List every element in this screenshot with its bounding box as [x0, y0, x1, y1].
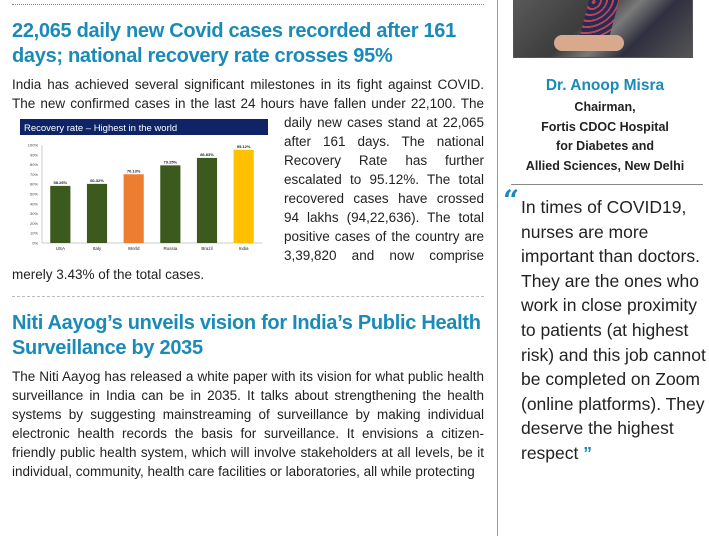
bar-value-label: 79.25% — [163, 159, 178, 165]
doctor-quote — [521, 195, 707, 466]
article1-headline: 22,065 daily new Covid cases recorded after 161 days; national recovery rate crosses 95% — [12, 20, 456, 67]
quote-text: In times of COVID19, nurses are more important than doctors. They are the ones who work in close proximity to patients (at highest risk) and this job cannot be completed on Zoom (online platforms). They deserve the highest respect — [521, 197, 706, 463]
sidebar-divider — [511, 184, 703, 185]
y-tick-label: 100% — [27, 142, 38, 148]
x-tick-label: World — [127, 246, 140, 251]
article1-body-text: India has achieved several significant milestones in its fight against COVID. The new confirmed cases in the last 24 hours have fallen under 22,100. The daily new cases stand at 22,065 after 161 days. The national Recovery Rate has further escalated to 95.12%. The total recovered cases have crossed 94 lakhs (94,22,636). The total positive cases of the country are 3,39,820 and now comprise merely 3.43% of the total cases. — [12, 77, 484, 282]
article-separator — [12, 296, 484, 297]
article2-headline: Niti Aayog’s unveils vision for India’s Public Health Surveillance by 2035 — [12, 312, 481, 359]
role-line: Fortis CDOC Hospital — [541, 119, 669, 134]
bar-value-label: 60.32% — [90, 177, 104, 183]
sidebar — [503, 76, 707, 466]
column-divider — [497, 0, 498, 536]
open-quote-icon: “ — [503, 184, 520, 217]
quote-block — [503, 184, 707, 466]
role-line: Allied Sciences, New Delhi — [525, 158, 685, 173]
x-tick-label: USA — [55, 246, 65, 251]
doctor-photo — [513, 0, 693, 58]
bar-usa — [50, 186, 70, 243]
x-tick-label: India — [238, 246, 249, 251]
recovery-rate-chart — [12, 115, 274, 261]
x-tick-label: Italy — [92, 246, 102, 251]
y-tick-label: 70% — [29, 171, 38, 177]
y-tick-label: 30% — [29, 211, 38, 217]
bar-value-label: 58.26% — [53, 179, 68, 185]
y-tick-label: 50% — [29, 191, 38, 197]
doctor-name: Dr. Anoop Misra — [545, 77, 665, 94]
article1-body — [12, 75, 484, 284]
bar-russia — [160, 165, 180, 243]
bar-value-label: 86.83% — [200, 151, 214, 157]
y-tick-label: 40% — [29, 201, 38, 207]
bar-brazil — [197, 158, 217, 243]
y-tick-label: 20% — [29, 220, 38, 226]
bar-value-label: 95.12% — [236, 143, 251, 149]
chart-title: Recovery rate – Highest in the world — [24, 123, 178, 134]
bar-world — [124, 174, 144, 243]
main-column — [12, 4, 484, 481]
hand — [554, 35, 624, 51]
bar-value-label: 70.13% — [126, 168, 141, 174]
y-tick-label: 0% — [32, 240, 38, 246]
doctor-role — [503, 98, 707, 176]
role-line: for Diabetes and — [556, 139, 654, 153]
y-tick-label: 80% — [29, 162, 38, 168]
y-tick-label: 90% — [29, 152, 38, 158]
bar-italy — [87, 184, 107, 243]
y-tick-label: 60% — [29, 181, 38, 187]
close-quote-icon: ” — [583, 442, 593, 463]
top-divider — [12, 4, 484, 5]
bar-india — [234, 150, 254, 243]
role-line: Chairman, — [574, 100, 636, 114]
x-tick-label: Russia — [163, 246, 178, 251]
article2-body: The Niti Aayog has released a white paper with its vision for what public health surveillance in India can be in 2035. It talks about strengthening the health systems by suggesting mainstreaming of surveillance by making individual electronic health records the basis for surveillance. It envisions a citizen-friendly public health system, which will involve stakeholders at all levels, be it individual, community, health care facilities or laboratories, all while protecting — [12, 369, 484, 479]
x-tick-label: Brazil — [201, 246, 213, 251]
y-tick-label: 10% — [29, 230, 38, 236]
